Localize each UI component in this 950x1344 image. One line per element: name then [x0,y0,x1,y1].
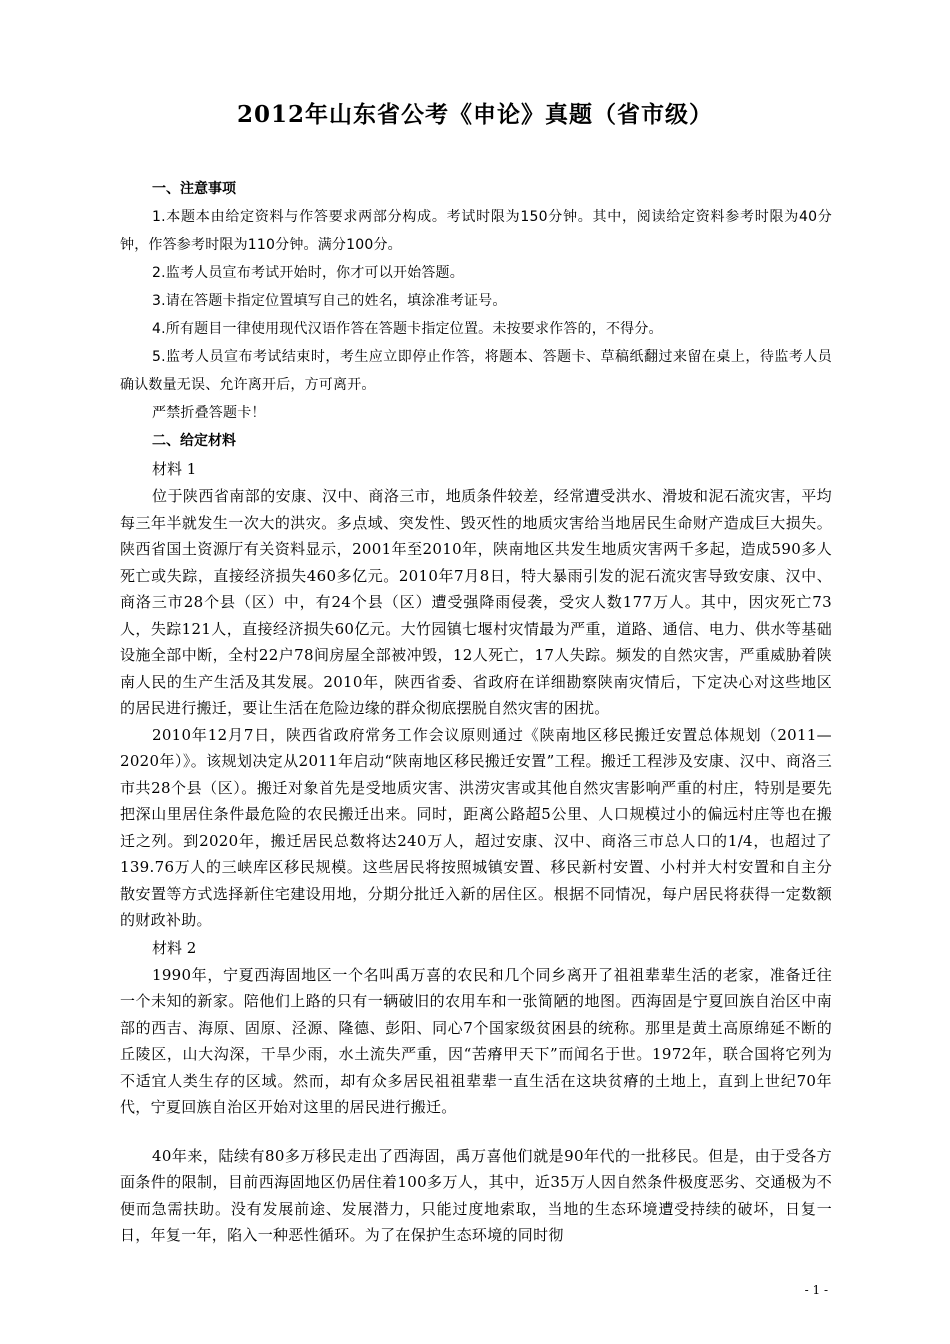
note-item: 5.监考人员宣布考试结束时，考生应立即停止作答，将题本、答题卡、草稿纸翻过来留在桌上，待监考人员确认数量无误、允许离开后，方可离开。 [120,349,832,393]
document-body [120,175,832,1249]
paragraph-gap [120,1121,832,1143]
document-title: 2012年山东省公考《申论》真题（省市级） [236,101,713,128]
section-heading-notes: 一、注意事项 [152,181,236,197]
note-item: 3.请在答题卡指定位置填写自己的姓名，填涂准考证号。 [152,293,507,309]
note-item: 4.所有题目一律使用现代汉语作答在答题卡指定位置。未按要求作答的，不得分。 [152,321,663,337]
material-paragraph: 40年来，陆续有80多万移民走出了西海固，禹万喜他们就是90年代的一批移民。但是，由于受各方面条件的限制，目前西海固地区仍居住着100多万人，其中，近35万人因自然条件极度恶劣、交通极为不便而急需扶助。没有发展前途、发展潜力，只能过度地索取，当地的生态环境遭受持续的破坏，日复一日，年复一年，陷入一种恶性循环。为了在保护生态环境的同时彻 [120,1146,832,1244]
note-item: 1.本题本由给定资料与作答要求两部分构成。考试时限为150分钟。其中，阅读给定资料参考时限为40分钟，作答参考时限为110分钟。满分100分。 [120,209,832,253]
material-label: 材料 1 [152,460,197,478]
section-heading-materials: 二、给定材料 [152,433,236,449]
note-item: 严禁折叠答题卡！ [152,405,266,421]
page-number: - 1 - [804,1283,828,1297]
material-label: 材料 2 [152,938,197,957]
material-paragraph: 1990年，宁夏西海固地区一个名叫禹万喜的农民和几个同乡离开了祖祖辈辈生活的老家，准备迁往一个未知的新家。陪他们上路的只有一辆破旧的农用车和一张简陋的地图。西海固是宁夏回族自治区中南部的西吉、海原、固原、泾源、隆德、彭阳、同心7个国家级贫困县的统称。那里是黄土高原绵延不断的丘陵区，山大沟深，干旱少雨，水土流失严重，因“苦瘠甲天下”而闻名于世。1972年，联合国将它列为不适宜人类生存的区域。然而，却有众多居民祖祖辈辈一直生活在这块贫瘠的土地上，直到上世纪70年代，宁夏回族自治区开始对这里的居民进行搬迁。 [120,965,832,1116]
material-paragraph: 位于陕西省南部的安康、汉中、商洛三市，地质条件较差，经常遭受洪水、滑坡和泥石流灾害，平均每三年半就发生一次大的洪灾。多点域、突发性、毁灭性的地质灾害给当地居民生命财产造成巨大损失。陕西省国土资源厅有关资料显示，2001年至2010年，陕南地区共发生地质灾害两千多起，造成590多人死亡或失踪，直接经济损失460多亿元。2010年7月8日，特大暴雨引发的泥石流灾害导致安康、汉中、商洛三市28个县（区）中，有24个县（区）遭受强降雨侵袭，受灾人数177万人。其中，因灾死亡73人，失踪121人，直接经济损失60亿元。大竹园镇七堰村灾情最为严重，道路、通信、电力、供水等基础设施全部中断，全村22户78间房屋全部被冲毁，12人死亡，17人失踪。频发的自然灾害，严重威胁着陕南人民的生产生活及其发展。2010年，陕西省委、省政府在详细勘察陕南灾情后，下定决心对这些地区的居民进行搬迁，要让生活在危险边缘的群众彻底摆脱自然灾害的困扰。 [120,487,832,717]
note-item: 2.监考人员宣布考试开始时，你才可以开始答题。 [152,265,464,281]
material-paragraph: 2010年12月7日，陕西省政府常务工作会议原则通过《陕南地区移民搬迁安置总体规划（2011—2020年）》。该规划决定从2011年启动“陕南地区移民搬迁安置”工程。搬迁工程涉及安康、汉中、商洛三市共28个县（区）。搬迁对象首先是受地质灾害、洪涝灾害或其他自然灾害影响严重的村庄，特别是要先把深山里居住条件最危险的农民搬迁出来。同时，距离公路超5公里、人口规模过小的偏远村庄等也在搬迁之列。到2020年，搬迁居民总数将达240万人，超过安康、汉中、商洛三市总人口的1/4，也超过了139.76万人的三峡库区移民规模。这些居民将按照城镇安置、移民新村安置、小村并大村安置和自主分散安置等方式选择新住宅建设用地，分期分批迁入新的居住区。根据不同情况，每户居民将获得一定数额的财政补助。 [120,725,832,929]
